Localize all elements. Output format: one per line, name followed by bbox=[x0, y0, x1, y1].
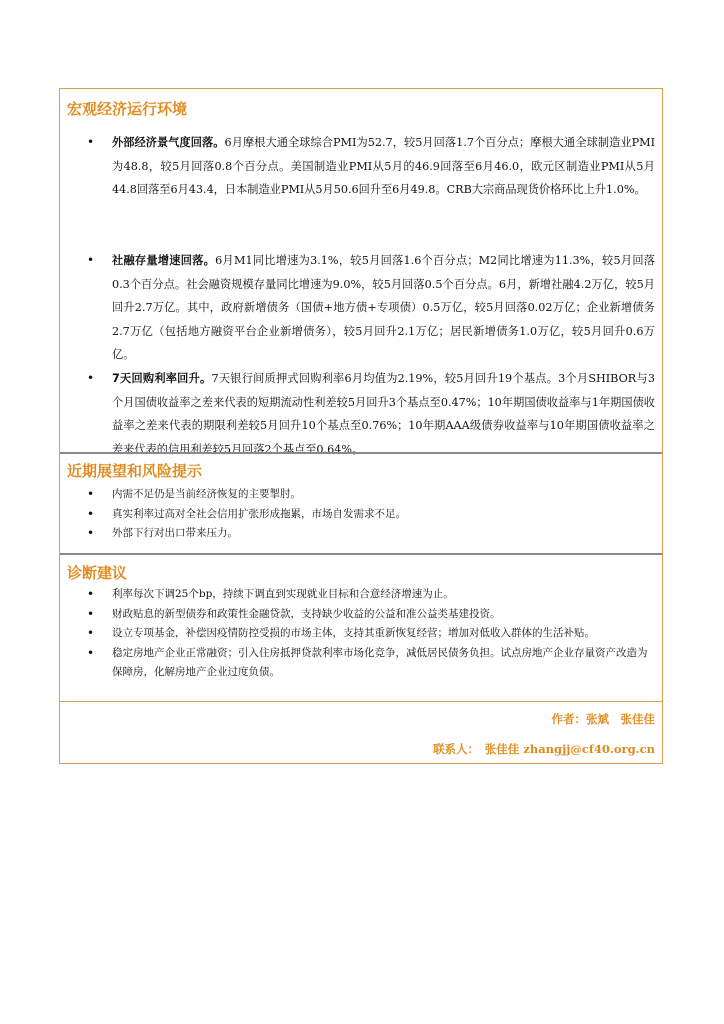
contact-label: 联系人： 张佳佳 bbox=[433, 742, 520, 756]
item-text: 7天银行间质押式回购利率6月均值为2.19%，较5月回升19个基点。3个月SHIBOR与3个月国债收益率之差来代表的短期流动性利差较5月回升3个基点至0.47%；10年期国债收益率与1年期国债收益率之差来代表的期限利差较5月回升10个基点至0.76%；10年期AAA级债券收益率与10年期国债收益率之差来代表的信用利差较5月回落2个基点至0.64%。 bbox=[112, 372, 655, 456]
bullet-icon: • bbox=[87, 526, 95, 540]
bullet-icon: • bbox=[87, 487, 95, 501]
list-item bbox=[60, 605, 662, 625]
item-lead: 社融存量增速回落。 bbox=[112, 254, 216, 267]
list-item bbox=[60, 624, 662, 644]
item-text: 6月M1同比增速为3.1%，较5月回落1.6个百分点；M2同比增速为11.3%，较5月回落0.3个百分点。社会融资规模存量同比增速为9.0%，较5月回落0.5个百分点。6月，新增社融4.2万亿，较5月回升2.7万亿。其中，政府新增债务（国债+地方债+专项债）0.5万亿，较5月回落0.02万亿；企业新增债务2.7万亿（包括地方融资平台企业新增债务），较5月回升2.1万亿；居民新增债务1.0万亿，较5月回升0.6万亿。 bbox=[112, 254, 655, 362]
bullet-icon: • bbox=[87, 626, 95, 640]
footer-divider bbox=[60, 701, 662, 702]
list-item bbox=[60, 585, 662, 605]
section-divider bbox=[60, 452, 662, 454]
list-item bbox=[60, 644, 662, 683]
contact-email[interactable]: zhangjj@cf40.org.cn bbox=[523, 742, 655, 756]
list-item bbox=[60, 249, 662, 367]
list-item bbox=[60, 367, 662, 461]
item-text: 利率每次下调25个bp，持续下调直到实现就业目标和合意经济增速为止。 bbox=[112, 588, 454, 600]
section-divider bbox=[60, 553, 662, 555]
bullet-icon: • bbox=[87, 645, 95, 660]
author-line: 作者：张斌 张佳佳 bbox=[551, 712, 655, 726]
item-text: 设立专项基金，补偿因疫情防控受损的市场主体，支持其重新恢复经营；增加对低收入群体的生活补贴。 bbox=[112, 627, 595, 639]
advice-list bbox=[60, 585, 662, 683]
item-text: 财政贴息的新型债券和政策性金融贷款，支持缺少收益的公益和准公益类基建投资。 bbox=[112, 607, 501, 620]
list-item bbox=[60, 131, 662, 249]
bullet-icon: • bbox=[87, 587, 95, 601]
item-text: 稳定房地产企业正常融资；引入住房抵押贷款利率市场化竞争，减低居民债务负担。试点房地产企业存量资产改造为保障房，化解房地产企业过度负债。 bbox=[112, 646, 648, 678]
contact-line bbox=[433, 741, 655, 757]
item-text: 内需不足仍是当前经济恢复的主要掣肘。 bbox=[112, 488, 301, 500]
section-title-advice: 诊断建议 bbox=[67, 564, 128, 582]
item-text: 真实利率过高对全社会信用扩张形成拖累，市场自发需求不足。 bbox=[112, 507, 406, 520]
section-title-outlook: 近期展望和风险提示 bbox=[67, 462, 203, 480]
list-item bbox=[60, 524, 662, 544]
bullet-icon: • bbox=[87, 371, 95, 385]
item-text: 外部下行对出口带来压力。 bbox=[112, 527, 238, 539]
item-lead: 外部经济景气度回落。 bbox=[112, 136, 225, 149]
macro-list bbox=[60, 131, 662, 461]
bullet-icon: • bbox=[87, 135, 95, 149]
item-text: 6月摩根大通全球综合PMI为52.7，较5月回落1.7个百分点；摩根大通全球制造业PMI为48.8，较5月回落0.8个百分点。美国制造业PMI从5月的46.9回落至6月46.0，欧元区制造业PMI从5月44.8回落至6月43.4，日本制造业PMI从5月50.6回升至6月49.8。CRB大宗商品现货价格环比上升1.0%。 bbox=[112, 136, 655, 197]
bullet-icon: • bbox=[87, 606, 95, 621]
report-frame bbox=[59, 88, 663, 764]
list-item bbox=[60, 485, 662, 505]
bullet-icon: • bbox=[87, 506, 95, 521]
outlook-list bbox=[60, 485, 662, 544]
list-item bbox=[60, 505, 662, 525]
bullet-icon: • bbox=[87, 253, 95, 267]
item-lead: 7天回购利率回升。 bbox=[112, 372, 212, 385]
section-title-macro: 宏观经济运行环境 bbox=[67, 100, 188, 118]
